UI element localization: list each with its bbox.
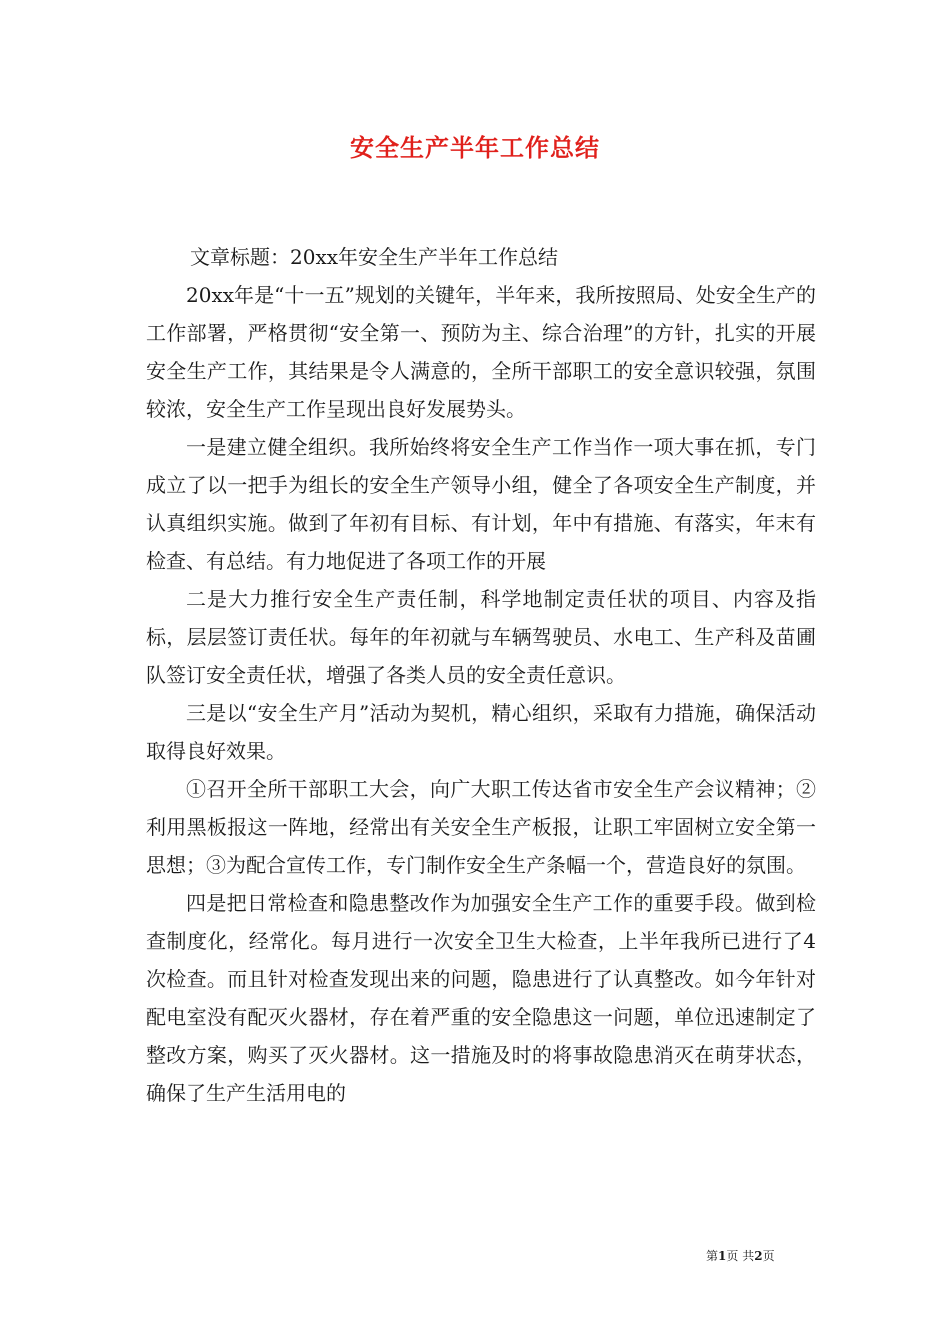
- paragraph-intro: 20xx年是“十一五”规划的关键年，半年来，我所按照局、处安全生产的工作部署，严格贯彻“安全第一、预防为主、综合治理”的方针，扎实的开展安全生产工作，其结果是令人满意的，全所干部职工的安全意识较强，氛围较浓，安全生产工作呈现出良好发展势头。: [146, 283, 816, 421]
- footer-middle: 页 共: [726, 1249, 755, 1263]
- footer-total-pages: 2: [754, 1249, 763, 1263]
- paragraph-point-2: 二是大力推行安全生产责任制，科学地制定责任状的项目、内容及指标，层层签订责任状。每年的年初就与车辆驾驶员、水电工、生产科及苗圃队签订安全责任状，增强了各类人员的安全责任意识。: [146, 587, 816, 687]
- document-body: [146, 238, 816, 1112]
- article-title-line: 文章标题：20xx年安全生产半年工作总结: [190, 245, 559, 269]
- footer-current-page: 1: [718, 1249, 727, 1263]
- paragraph-point-1: 一是建立健全组织。我所始终将安全生产工作当作一项大事在抓，专门成立了以一把手为组长的安全生产领导小组，健全了各项安全生产制度，并认真组织实施。做到了年初有目标、有计划，年中有措施、有落实，年末有检查、有总结。有力地促进了各项工作的开展: [146, 435, 816, 573]
- document-title: 安全生产半年工作总结: [350, 134, 600, 162]
- footer-suffix: 页: [762, 1249, 775, 1263]
- footer-prefix: 第: [706, 1249, 719, 1263]
- paragraph-point-3-details: ①召开全所干部职工大会，向广大职工传达省市安全生产会议精神；②利用黑板报这一阵地，经常出有关安全生产板报，让职工牢固树立安全第一思想；③为配合宣传工作，专门制作安全生产条幅一个，营造良好的氛围。: [146, 777, 816, 877]
- paragraph-point-4: 四是把日常检查和隐患整改作为加强安全生产工作的重要手段。做到检查制度化，经常化。每月进行一次安全卫生大检查，上半年我所已进行了4次检查。而且针对检查发现出来的问题，隐患进行了认真整改。如今年针对配电室没有配灭火器材，存在着严重的安全隐患这一问题，单位迅速制定了整改方案，购买了灭火器材。这一措施及时的将事故隐患消灭在萌芽状态，确保了生产生活用电的: [146, 891, 816, 1105]
- paragraph-point-3: 三是以“安全生产月”活动为契机，精心组织，采取有力措施，确保活动取得良好效果。: [146, 701, 816, 763]
- page-number-footer: [706, 1247, 816, 1265]
